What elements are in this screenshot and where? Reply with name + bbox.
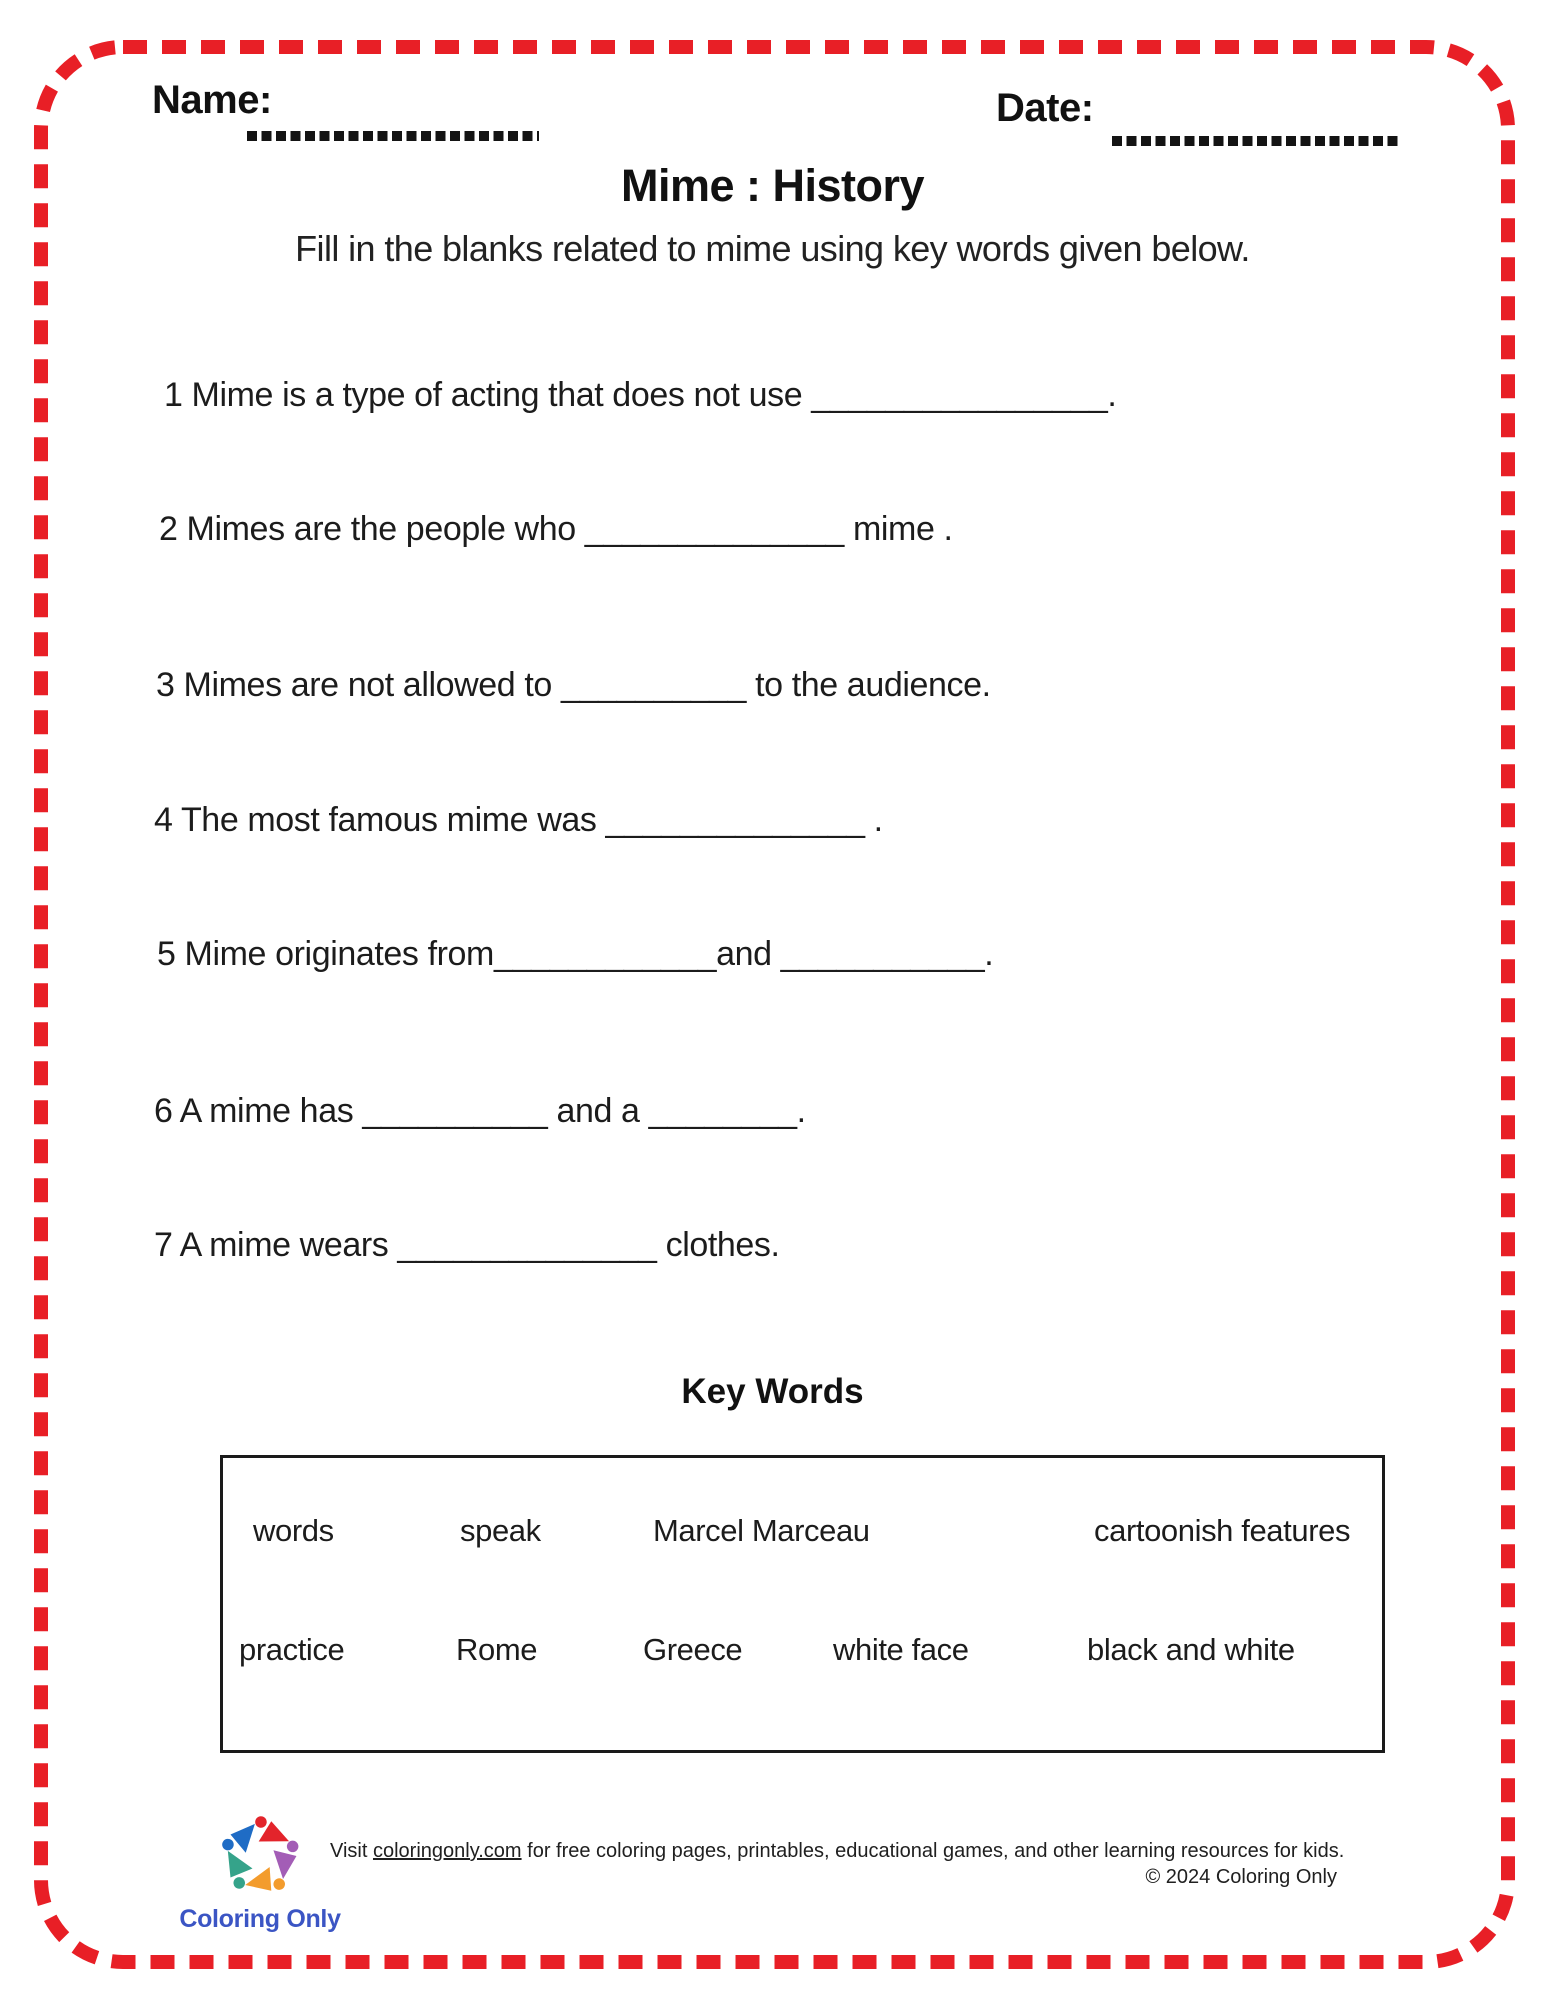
question-7: 7 A mime wears ______________ clothes.	[154, 1226, 780, 1264]
copyright-text: © 2024 Coloring Only	[1145, 1866, 1337, 1888]
keyword-rome: Rome	[456, 1632, 538, 1667]
keyword-words: words	[253, 1513, 334, 1548]
keyword-practice: practice	[239, 1632, 345, 1667]
page-title: Mime : History	[620, 160, 925, 211]
name-label: Name:	[152, 78, 272, 122]
question-6: 6 A mime has __________ and a ________.	[154, 1092, 806, 1130]
coloring-only-logo-icon	[212, 1808, 308, 1904]
footer-visit-line	[330, 1840, 1344, 1863]
keyword-white-face: white face	[833, 1632, 969, 1667]
keyword-speak: speak	[460, 1513, 541, 1548]
date-fill-line	[1112, 136, 1402, 146]
keyword-black-and-white: black and white	[1087, 1632, 1295, 1667]
coloringonly-link[interactable]: coloringonly.com	[372, 1840, 522, 1862]
keyword-greece: Greece	[643, 1632, 743, 1667]
name-fill-line	[247, 131, 539, 141]
instructions-text: Fill in the blanks related to mime using key words given below.	[295, 228, 1250, 269]
keyword-cartoonish-features: cartoonish features	[1094, 1513, 1351, 1548]
question-3: 3 Mimes are not allowed to __________ to the audience.	[156, 666, 991, 704]
question-2: 2 Mimes are the people who ______________ mime .	[159, 510, 953, 548]
brand-name: Coloring Only	[179, 1905, 341, 1933]
keywords-heading: Key Words	[681, 1372, 864, 1411]
date-label: Date:	[996, 86, 1094, 130]
visit-suffix: for free coloring pages, printables, educational games, and other learning resources for kids.	[521, 1840, 1345, 1862]
question-4: 4 The most famous mime was ______________ .	[154, 801, 883, 839]
question-1: 1 Mime is a type of acting that does not use ________________.	[164, 376, 1117, 414]
visit-prefix: Visit	[330, 1840, 373, 1862]
keywords-box	[220, 1455, 1385, 1753]
question-5: 5 Mime originates from____________and ___________.	[157, 935, 994, 973]
keyword-marcel-marceau: Marcel Marceau	[653, 1513, 870, 1548]
